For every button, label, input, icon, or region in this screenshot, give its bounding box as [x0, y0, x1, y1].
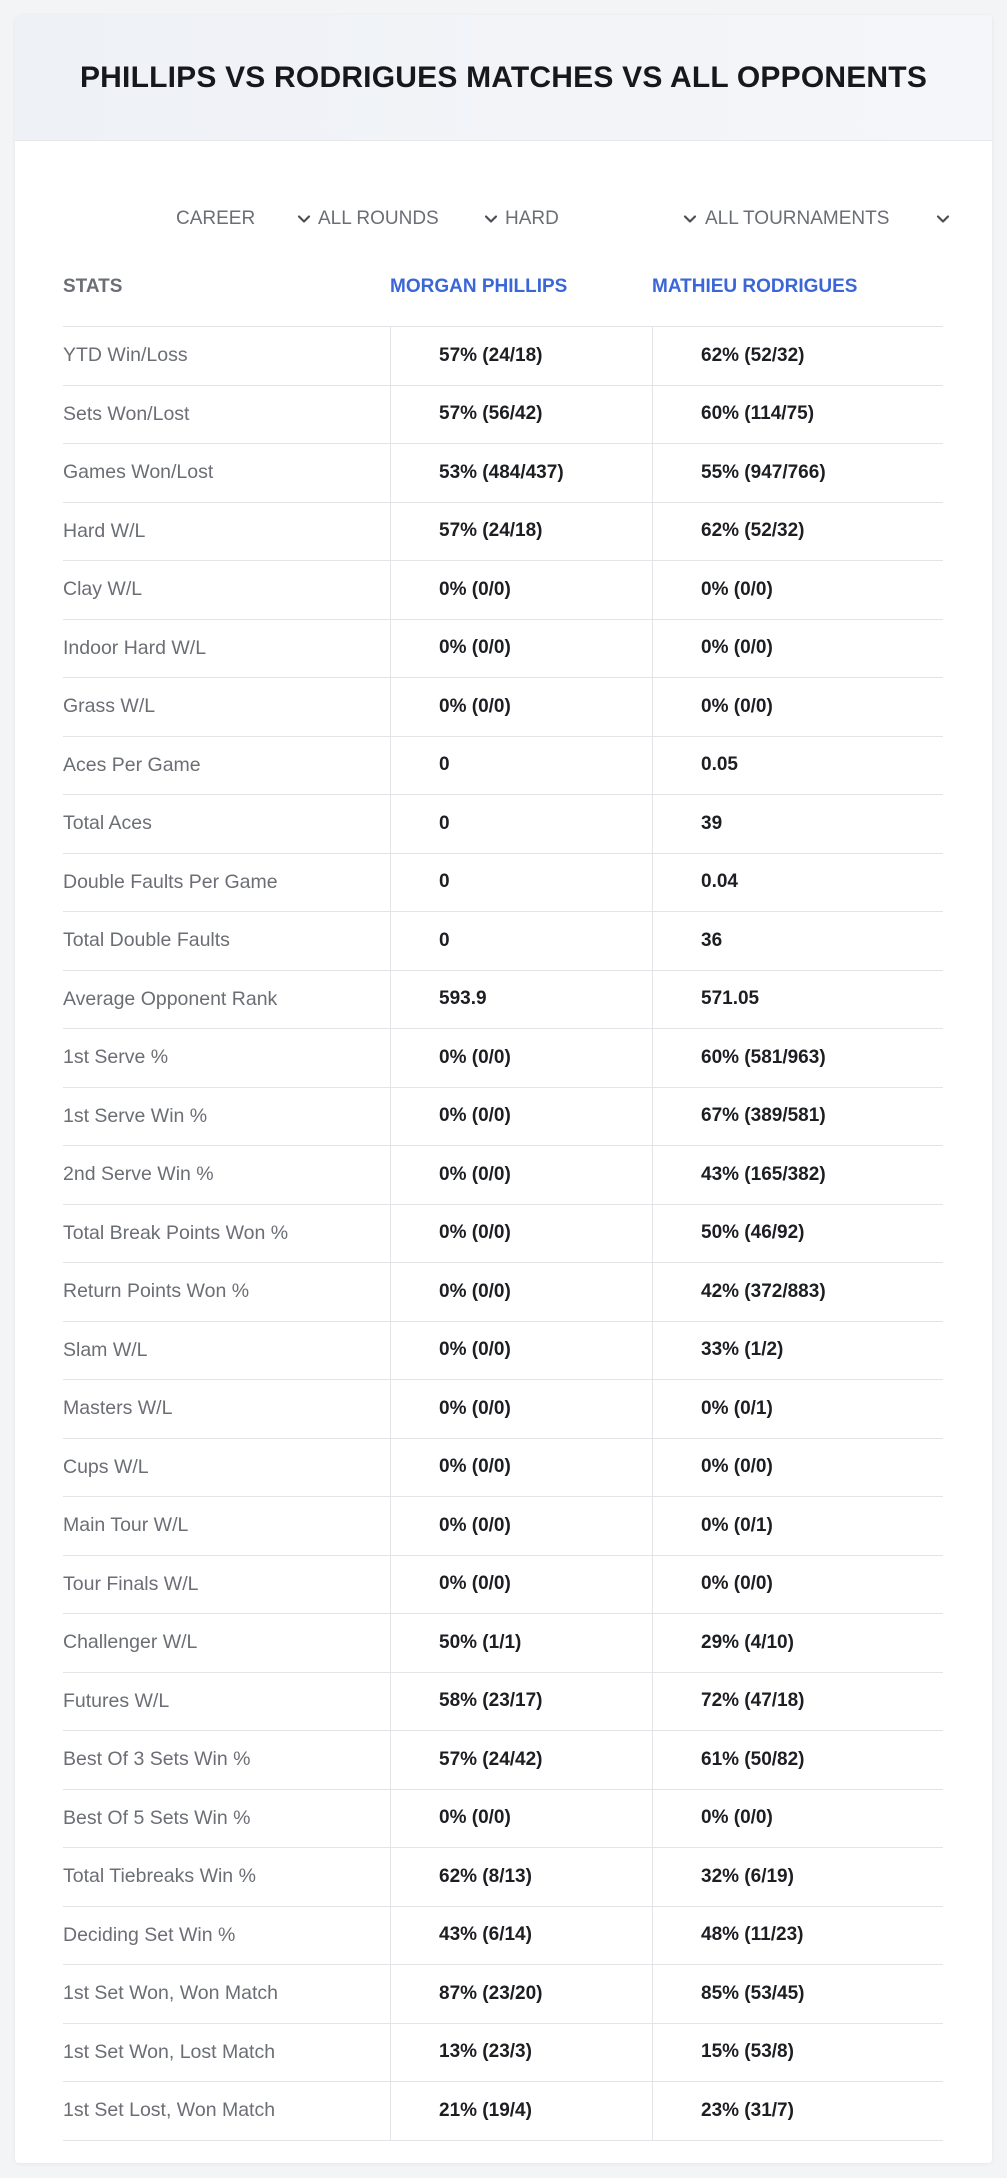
- surface-select-value: HARD: [505, 208, 559, 229]
- player1-stat-value: 13% (23/3): [390, 2024, 652, 2082]
- table-row: [63, 503, 943, 562]
- player2-stat-value: 67% (389/581): [652, 1088, 943, 1146]
- player1-stat-value: 0% (0/0): [390, 1439, 652, 1497]
- player1-stat-value: 0% (0/0): [390, 620, 652, 678]
- player1-stat-value: 0% (0/0): [390, 561, 652, 619]
- stats-card: [15, 15, 992, 2163]
- player1-stat-value: 57% (24/18): [390, 503, 652, 561]
- player2-stat-value: 23% (31/7): [652, 2082, 943, 2140]
- table-row: [63, 1673, 943, 1732]
- table-row: [63, 1029, 943, 1088]
- player1-stat-value: 0: [390, 912, 652, 970]
- player2-stat-value: 42% (372/883): [652, 1263, 943, 1321]
- period-select-value: CAREER: [176, 208, 256, 229]
- player1-stat-value: 0% (0/0): [390, 1790, 652, 1848]
- table-row: [63, 854, 943, 913]
- table-header: [63, 247, 943, 327]
- player2-stat-value: 0% (0/0): [652, 620, 943, 678]
- rounds-select-value: ALL ROUNDS: [318, 208, 439, 229]
- player1-stat-value: 87% (23/20): [390, 1965, 652, 2023]
- table-row: [63, 1497, 943, 1556]
- player2-column-header[interactable]: MATHIEU RODRIGUES: [652, 275, 858, 297]
- stat-label: Hard W/L: [63, 519, 146, 542]
- card-header: [15, 15, 992, 141]
- player1-stat-value: 0% (0/0): [390, 1088, 652, 1146]
- player2-stat-value: 62% (52/32): [652, 327, 943, 385]
- player1-stat-value: 57% (24/18): [390, 327, 652, 385]
- player2-stat-value: 0% (0/0): [652, 1556, 943, 1614]
- page-title: PHILLIPS VS RODRIGUES MATCHES VS ALL OPPONENTS: [79, 60, 928, 94]
- player1-stat-value: 0% (0/0): [390, 1029, 652, 1087]
- table-row: [63, 1556, 943, 1615]
- player1-stat-value: 0% (0/0): [390, 678, 652, 736]
- stat-label: Sets Won/Lost: [63, 402, 190, 425]
- chevron-down-icon: [683, 212, 697, 226]
- table-row: [63, 1614, 943, 1673]
- player2-stat-value: 0% (0/0): [652, 678, 943, 736]
- table-row: [63, 678, 943, 737]
- stat-label: Best Of 3 Sets Win %: [63, 1748, 251, 1771]
- table-row: [63, 1205, 943, 1264]
- stat-label: Grass W/L: [63, 695, 156, 718]
- stat-label: Main Tour W/L: [63, 1514, 189, 1537]
- player2-stat-value: 29% (4/10): [652, 1614, 943, 1672]
- table-row: [63, 1439, 943, 1498]
- table-row: [63, 2082, 943, 2141]
- stat-label: Challenger W/L: [63, 1631, 198, 1654]
- table-row: [63, 971, 943, 1030]
- table-row: [63, 1731, 943, 1790]
- table-row: [63, 1848, 943, 1907]
- table-row: [63, 1965, 943, 2024]
- table-row: [63, 1322, 943, 1381]
- stat-label: Deciding Set Win %: [63, 1923, 236, 1946]
- table-row: [63, 386, 943, 445]
- player1-stat-value: 53% (484/437): [390, 444, 652, 502]
- chevron-down-icon: [936, 212, 950, 226]
- stat-label: Tour Finals W/L: [63, 1572, 199, 1595]
- player1-stat-value: 0: [390, 854, 652, 912]
- player2-stat-value: 36: [652, 912, 943, 970]
- player1-stat-value: 0: [390, 795, 652, 853]
- player1-stat-value: 43% (6/14): [390, 1907, 652, 1965]
- stat-label: YTD Win/Loss: [63, 344, 188, 367]
- stat-label: Average Opponent Rank: [63, 987, 278, 1010]
- stat-label: Total Tiebreaks Win %: [63, 1865, 256, 1888]
- stat-label: Indoor Hard W/L: [63, 636, 207, 659]
- player1-stat-value: 0% (0/0): [390, 1380, 652, 1438]
- player1-stat-value: 50% (1/1): [390, 1614, 652, 1672]
- stat-label: 1st Serve Win %: [63, 1104, 208, 1127]
- period-select[interactable]: [176, 191, 311, 247]
- table-row: [63, 795, 943, 854]
- table-row: [63, 561, 943, 620]
- table-row: [63, 1907, 943, 1966]
- table-row: [63, 1146, 943, 1205]
- player2-stat-value: 39: [652, 795, 943, 853]
- player2-stat-value: 15% (53/8): [652, 2024, 943, 2082]
- stat-label: Games Won/Lost: [63, 461, 214, 484]
- player2-stat-value: 85% (53/45): [652, 1965, 943, 2023]
- player1-stat-value: 593.9: [390, 971, 652, 1029]
- player2-stat-value: 55% (947/766): [652, 444, 943, 502]
- player2-stat-value: 72% (47/18): [652, 1673, 943, 1731]
- stat-label: 1st Set Won, Won Match: [63, 1982, 278, 2005]
- player1-stat-value: 0% (0/0): [390, 1205, 652, 1263]
- table-row: [63, 737, 943, 796]
- table-row: [63, 1263, 943, 1322]
- player2-stat-value: 50% (46/92): [652, 1205, 943, 1263]
- stat-label: Futures W/L: [63, 1689, 170, 1712]
- stat-label: Best Of 5 Sets Win %: [63, 1806, 251, 1829]
- player1-stat-value: 0% (0/0): [390, 1263, 652, 1321]
- player2-stat-value: 0% (0/0): [652, 1439, 943, 1497]
- player2-stat-value: 43% (165/382): [652, 1146, 943, 1204]
- player1-stat-value: 0% (0/0): [390, 1497, 652, 1555]
- table-body: [63, 327, 943, 2141]
- surface-select[interactable]: [505, 191, 697, 247]
- table-row: [63, 1088, 943, 1147]
- stat-label: Double Faults Per Game: [63, 870, 278, 893]
- stat-label: Clay W/L: [63, 578, 143, 601]
- player1-stat-value: 0% (0/0): [390, 1556, 652, 1614]
- player1-stat-value: 57% (56/42): [390, 386, 652, 444]
- stat-label: Slam W/L: [63, 1338, 148, 1361]
- player1-column-header[interactable]: MORGAN PHILLIPS: [390, 275, 568, 297]
- player2-stat-value: 0.05: [652, 737, 943, 795]
- player2-stat-value: 0.04: [652, 854, 943, 912]
- stat-label: 1st Set Won, Lost Match: [63, 2040, 276, 2063]
- table-row: [63, 912, 943, 971]
- chevron-down-icon: [297, 212, 311, 226]
- player2-stat-value: 0% (0/0): [652, 561, 943, 619]
- player1-stat-value: 62% (8/13): [390, 1848, 652, 1906]
- table-row: [63, 1790, 943, 1849]
- player1-stat-value: 21% (19/4): [390, 2082, 652, 2140]
- stat-label: Total Double Faults: [63, 929, 230, 952]
- stats-column-header: STATS: [63, 275, 123, 297]
- stat-label: Aces Per Game: [63, 753, 201, 776]
- player2-stat-value: 32% (6/19): [652, 1848, 943, 1906]
- player2-stat-value: 0% (0/1): [652, 1497, 943, 1555]
- table-row: [63, 444, 943, 503]
- player2-stat-value: 62% (52/32): [652, 503, 943, 561]
- table-row: [63, 327, 943, 386]
- stat-label: Masters W/L: [63, 1397, 173, 1420]
- player2-stat-value: 0% (0/1): [652, 1380, 943, 1438]
- filter-bar: [15, 191, 992, 247]
- player1-stat-value: 58% (23/17): [390, 1673, 652, 1731]
- table-row: [63, 1380, 943, 1439]
- player2-stat-value: 48% (11/23): [652, 1907, 943, 1965]
- player1-stat-value: 0% (0/0): [390, 1146, 652, 1204]
- tournaments-select-value: ALL TOURNAMENTS: [705, 208, 890, 229]
- player1-stat-value: 57% (24/42): [390, 1731, 652, 1789]
- player1-stat-value: 0: [390, 737, 652, 795]
- stat-label: Total Break Points Won %: [63, 1221, 289, 1244]
- stat-label: 2nd Serve Win %: [63, 1163, 214, 1186]
- player2-stat-value: 33% (1/2): [652, 1322, 943, 1380]
- player2-stat-value: 571.05: [652, 971, 943, 1029]
- stat-label: Total Aces: [63, 812, 152, 835]
- player2-stat-value: 60% (581/963): [652, 1029, 943, 1087]
- player2-stat-value: 61% (50/82): [652, 1731, 943, 1789]
- player2-stat-value: 60% (114/75): [652, 386, 943, 444]
- stat-label: 1st Serve %: [63, 1046, 169, 1069]
- player1-stat-value: 0% (0/0): [390, 1322, 652, 1380]
- stats-table: [63, 247, 943, 2141]
- rounds-select[interactable]: [318, 191, 498, 247]
- player2-stat-value: 0% (0/0): [652, 1790, 943, 1848]
- tournaments-select[interactable]: [705, 191, 950, 247]
- stat-label: Cups W/L: [63, 1455, 149, 1478]
- chevron-down-icon: [484, 212, 498, 226]
- stat-label: 1st Set Lost, Won Match: [63, 2099, 276, 2122]
- table-row: [63, 2024, 943, 2083]
- stat-label: Return Points Won %: [63, 1280, 250, 1303]
- table-row: [63, 620, 943, 679]
